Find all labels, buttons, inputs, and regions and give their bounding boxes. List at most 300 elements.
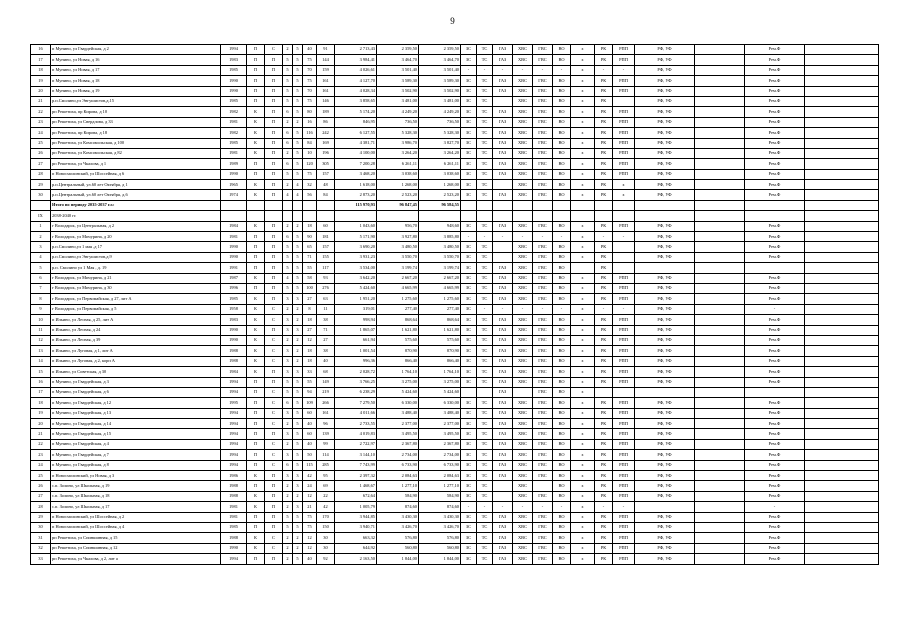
table-cell — [293, 211, 303, 221]
address-cell: рп Решетиха, ул Комсомольская, д 82 — [51, 148, 221, 158]
table-cell: Рем.Ф — [745, 450, 805, 460]
table-cell: ВО — [553, 429, 571, 439]
table-cell: ВО — [553, 543, 571, 553]
table-cell: ВО — [553, 346, 571, 356]
table-cell — [745, 211, 805, 221]
table-cell: 1974 — [221, 190, 247, 200]
table-row — [31, 419, 879, 429]
table-cell: 117 — [317, 263, 335, 273]
table-cell: РФ, УФ — [635, 190, 695, 200]
table-cell: 95 — [317, 471, 335, 481]
table-cell: ЗС — [461, 138, 477, 148]
table-cell: 1990 — [221, 76, 247, 86]
table-cell — [493, 96, 513, 106]
table-cell: РК — [595, 346, 613, 356]
table-cell: 1994 — [221, 429, 247, 439]
table-cell: 6 733,90 — [419, 460, 461, 470]
table-cell: РФ, УФ — [635, 232, 695, 242]
table-cell — [805, 263, 879, 273]
table-row — [31, 159, 879, 169]
table-cell — [695, 273, 745, 283]
table-cell: 42 — [317, 502, 335, 512]
table-cell: 55 — [303, 377, 317, 387]
table-cell: 277,40 — [377, 304, 419, 314]
table-cell: 276 — [317, 283, 335, 293]
table-cell — [805, 65, 879, 75]
table-cell: 4 665,99 — [419, 283, 461, 293]
table-cell: РК — [595, 138, 613, 148]
table-cell: ГАЗ — [493, 86, 513, 96]
table-cell: Рем.Ф — [745, 522, 805, 532]
table-cell — [805, 252, 879, 262]
table-cell: П — [265, 117, 283, 127]
table-cell: П — [265, 86, 283, 96]
table-cell — [695, 86, 745, 96]
table-cell: ГВС — [533, 45, 553, 55]
table-cell: РК — [595, 356, 613, 366]
table-cell: С — [265, 45, 283, 55]
table-row — [31, 96, 879, 106]
table-cell: х — [571, 117, 595, 127]
table-cell: П — [247, 522, 265, 532]
table-cell: ТС — [477, 294, 493, 304]
table-cell: РФ, УФ — [635, 325, 695, 335]
table-cell: РК — [595, 419, 613, 429]
table-cell: РФ, УФ — [635, 367, 695, 377]
table-cell: 2 359,50 — [377, 45, 419, 55]
table-cell: 319,01 — [335, 304, 377, 314]
table-cell: ТС — [477, 543, 493, 553]
table-cell: Рем.Ф — [745, 335, 805, 345]
table-cell: 3 501,40 — [419, 65, 461, 75]
table-cell: ГВС — [533, 96, 553, 106]
table-cell: ЗС — [461, 325, 477, 335]
table-cell: К — [247, 148, 265, 158]
table-cell: ЗС — [461, 294, 477, 304]
table-cell: П — [247, 263, 265, 273]
table-cell: С — [265, 304, 283, 314]
table-cell — [477, 200, 493, 210]
table-cell: ВО — [553, 460, 571, 470]
table-cell: П — [247, 45, 265, 55]
table-cell: 1990 — [221, 86, 247, 96]
table-cell: 2 — [293, 304, 303, 314]
table-cell: 2 — [283, 45, 293, 55]
table-cell: 60 — [317, 221, 335, 231]
table-cell: ГАЗ — [493, 387, 513, 397]
table-cell: ВО — [553, 169, 571, 179]
table-cell: ГВС — [533, 86, 553, 96]
table-row — [31, 283, 879, 293]
table-cell: ХВС — [513, 242, 533, 252]
table-cell: 672,64 — [335, 491, 377, 501]
table-cell: 144 — [317, 55, 335, 65]
table-cell: - — [613, 232, 635, 242]
table-cell: ВО — [553, 512, 571, 522]
table-cell — [805, 190, 879, 200]
table-cell: К — [247, 346, 265, 356]
table-cell — [805, 117, 879, 127]
table-cell: 4 249,20 — [419, 107, 461, 117]
table-cell: ХВС — [513, 252, 533, 262]
table-cell: 1 951,20 — [335, 294, 377, 304]
table-cell — [571, 211, 595, 221]
table-cell: 560,80 — [419, 543, 461, 553]
table-cell: ХВС — [513, 419, 533, 429]
address-cell: г Володарск, ул Мичурина, д 30 — [51, 283, 221, 293]
table-cell: ЗС — [461, 180, 477, 190]
table-cell: 3 — [283, 356, 293, 366]
table-row — [31, 387, 879, 397]
table-cell: ТС — [477, 86, 493, 96]
table-cell: 5 — [293, 65, 303, 75]
table-cell: ГВС — [533, 543, 553, 553]
table-cell — [695, 96, 745, 106]
table-row — [31, 491, 879, 501]
table-cell — [635, 263, 695, 273]
table-cell: 17 — [31, 387, 51, 397]
table-cell — [571, 263, 595, 273]
table-cell — [461, 200, 477, 210]
table-cell: ХВС — [513, 356, 533, 366]
table-cell: 27 — [31, 159, 51, 169]
table-cell: - — [477, 502, 493, 512]
table-cell: РПП — [613, 419, 635, 429]
table-cell: ХВС — [513, 86, 533, 96]
address-cell: г Володарск, ул Мичурина, д 20 — [51, 232, 221, 242]
table-cell: Рем.Ф — [745, 367, 805, 377]
address-cell: п Мунино, ул Новая, д 19 — [51, 86, 221, 96]
table-cell: ЗС — [461, 491, 477, 501]
table-cell: РПП — [613, 148, 635, 158]
table-cell: 2 377,00 — [377, 419, 419, 429]
table-cell: 1994 — [221, 45, 247, 55]
table-cell: 40 — [303, 419, 317, 429]
table-cell: ВО — [553, 128, 571, 138]
table-cell: 8 — [303, 304, 317, 314]
table-cell: 75 — [303, 512, 317, 522]
table-cell: П — [265, 180, 283, 190]
table-cell — [695, 512, 745, 522]
table-cell — [493, 180, 513, 190]
table-cell: 2 — [293, 346, 303, 356]
table-cell — [805, 221, 879, 231]
table-cell: К — [247, 107, 265, 117]
table-cell: ТС — [477, 283, 493, 293]
table-cell: ХВС — [513, 76, 533, 86]
table-cell: 50 — [303, 450, 317, 460]
table-cell: 58 — [303, 273, 317, 283]
table-cell: РПП — [613, 315, 635, 325]
table-cell: 70 — [303, 65, 317, 75]
table-cell: ЗС — [461, 367, 477, 377]
table-cell: 18 — [31, 65, 51, 75]
table-cell: 1 844,00 — [419, 554, 461, 564]
table-cell: 26 — [31, 148, 51, 158]
table-cell: - — [461, 65, 477, 75]
table-cell — [695, 294, 745, 304]
table-cell: 1981 — [221, 512, 247, 522]
table-cell: РПП — [613, 138, 635, 148]
table-row — [31, 138, 879, 148]
table-cell: х — [571, 232, 595, 242]
table-cell: 2 028,72 — [335, 367, 377, 377]
table-cell: 11 — [317, 304, 335, 314]
table-cell — [477, 211, 493, 221]
table-cell: П — [247, 450, 265, 460]
table-cell: Рем.Ф — [745, 398, 805, 408]
table-cell: 2 — [31, 232, 51, 242]
table-cell: ГВС — [533, 169, 553, 179]
table-row — [31, 273, 879, 283]
table-cell: 75 — [303, 96, 317, 106]
table-cell: РПП — [613, 325, 635, 335]
table-cell: 3 481,00 — [419, 96, 461, 106]
table-cell — [635, 387, 695, 397]
table-cell: х — [571, 335, 595, 345]
table-cell: 40 — [317, 356, 335, 366]
table-cell: РК — [595, 252, 613, 262]
table-cell: ВО — [553, 522, 571, 532]
table-cell: П — [265, 554, 283, 564]
table-cell: ЗС — [461, 45, 477, 55]
table-cell: 22 — [31, 439, 51, 449]
table-cell: ГВС — [533, 429, 553, 439]
table-cell: 2 377,00 — [419, 419, 461, 429]
table-cell: ГАЗ — [493, 533, 513, 543]
table-cell — [695, 315, 745, 325]
table-cell: х — [571, 356, 595, 366]
table-cell: 94 — [303, 387, 317, 397]
table-cell: 32 — [31, 543, 51, 553]
table-cell: РК — [595, 377, 613, 387]
table-cell: 24 — [31, 460, 51, 470]
table-cell — [805, 533, 879, 543]
table-cell: ХВС — [513, 315, 533, 325]
table-cell: ЗС — [461, 450, 477, 460]
table-cell: 55 — [303, 263, 317, 273]
table-cell: П — [265, 190, 283, 200]
table-cell: ГВС — [533, 190, 553, 200]
table-cell: 18 — [303, 356, 317, 366]
table-cell: ТС — [477, 450, 493, 460]
address-cell: с.п. Золино, ул Школьная, д 19 — [51, 481, 221, 491]
table-cell — [805, 325, 879, 335]
table-cell: 2 — [293, 491, 303, 501]
table-row — [31, 232, 879, 242]
table-cell: х — [571, 543, 595, 553]
table-cell: 584,90 — [377, 491, 419, 501]
table-cell: П — [265, 294, 283, 304]
table-cell: 3 — [293, 294, 303, 304]
table-cell — [805, 367, 879, 377]
address-cell: п Мунино, ул Гвардейская, д 7 — [51, 450, 221, 460]
table-cell: х — [571, 138, 595, 148]
table-cell — [493, 252, 513, 262]
table-cell — [221, 211, 247, 221]
table-cell — [571, 200, 595, 210]
table-cell: РФ, УФ — [635, 221, 695, 231]
table-cell: 3 — [283, 450, 293, 460]
table-cell: 9 — [31, 304, 51, 314]
table-cell: 75 — [303, 169, 317, 179]
table-cell: 2 — [293, 117, 303, 127]
table-cell: 1988 — [221, 481, 247, 491]
table-row — [31, 450, 879, 460]
table-cell: РК — [595, 491, 613, 501]
table-cell: 12 — [303, 543, 317, 553]
table-cell — [695, 367, 745, 377]
table-cell: 874,60 — [377, 502, 419, 512]
table-cell: 1988 — [221, 346, 247, 356]
table-cell — [595, 387, 613, 397]
table-cell: 25 — [31, 138, 51, 148]
table-cell: П — [247, 65, 265, 75]
table-cell: 120 — [303, 159, 317, 169]
table-cell: ГВС — [533, 554, 553, 564]
table-cell: ГАЗ — [493, 283, 513, 293]
table-cell: ГАЗ — [493, 554, 513, 564]
table-cell: 6 330,00 — [419, 398, 461, 408]
table-cell: ГВС — [533, 387, 553, 397]
address-cell: рп Решетиха, пр Кирова, д 10 — [51, 107, 221, 117]
table-cell: ГАЗ — [493, 439, 513, 449]
table-cell: 1958 — [221, 304, 247, 314]
table-cell: - — [493, 65, 513, 75]
table-cell: 5 328,30 — [419, 128, 461, 138]
table-cell: П — [247, 387, 265, 397]
table-cell: ТС — [477, 148, 493, 158]
table-cell: 63 — [317, 294, 335, 304]
table-cell — [745, 387, 805, 397]
table-cell — [695, 169, 745, 179]
table-cell: 2 — [293, 543, 303, 553]
table-cell: 5 — [283, 512, 293, 522]
table-cell — [805, 554, 879, 564]
table-cell: К — [247, 335, 265, 345]
table-cell — [303, 211, 317, 221]
table-cell: 26 — [31, 481, 51, 491]
table-cell: РПП — [613, 522, 635, 532]
table-cell — [613, 211, 635, 221]
table-cell: 4 028,34 — [335, 86, 377, 96]
table-cell: 10 — [31, 315, 51, 325]
table-cell: х — [571, 522, 595, 532]
table-cell: 5 — [293, 522, 303, 532]
table-cell: 196 — [317, 148, 335, 158]
table-cell: 48 — [317, 180, 335, 190]
table-cell: 115 970,93 — [335, 200, 377, 210]
table-cell: РПП — [613, 221, 635, 231]
table-cell: 3 — [293, 481, 303, 491]
table-row — [31, 180, 879, 190]
table-cell: РПП — [613, 460, 635, 470]
table-cell: 1 865,07 — [335, 325, 377, 335]
table-cell: ЗС — [461, 55, 477, 65]
table-cell: 1994 — [221, 450, 247, 460]
table-cell: ХВС — [513, 439, 533, 449]
table-cell: К — [247, 356, 265, 366]
table-cell: 3 464,70 — [377, 55, 419, 65]
table-cell: 6 — [283, 128, 293, 138]
table-cell: х — [571, 221, 595, 231]
table-cell: 33 — [31, 554, 51, 564]
table-cell: ВО — [553, 252, 571, 262]
table-cell: 6 — [283, 107, 293, 117]
table-cell: 6 261,11 — [377, 159, 419, 169]
table-cell: ГАЗ — [493, 408, 513, 418]
table-cell — [805, 128, 879, 138]
table-cell — [805, 522, 879, 532]
table-cell: 27 — [303, 325, 317, 335]
table-cell: 3 986,70 — [377, 138, 419, 148]
table-cell: 3 199,74 — [419, 263, 461, 273]
table-cell: 91 — [317, 45, 335, 55]
table-cell: - — [595, 502, 613, 512]
table-cell: РПП — [613, 117, 635, 127]
table-cell: ГВС — [533, 346, 553, 356]
address-cell: рп Решетиха, ул Чкалова, д 1 — [51, 159, 221, 169]
table-cell — [595, 211, 613, 221]
address-cell: с.п. Золино, ул Школьная, д 17 — [51, 502, 221, 512]
table-cell: П — [247, 252, 265, 262]
table-cell: ВО — [553, 107, 571, 117]
table-cell: 5 — [283, 65, 293, 75]
table-cell: ВО — [553, 138, 571, 148]
table-cell: 30 — [317, 543, 335, 553]
table-cell: РПП — [613, 543, 635, 553]
address-cell: п Ильино, ул Луговая, д 1, лит А — [51, 346, 221, 356]
table-cell: РФ, УФ — [635, 450, 695, 460]
table-cell: РПП — [613, 45, 635, 55]
table-cell: Рем.Ф — [745, 55, 805, 65]
table-cell: РК — [595, 107, 613, 117]
table-cell: ГАЗ — [493, 543, 513, 553]
table-cell: ТС — [477, 471, 493, 481]
table-row — [31, 190, 879, 200]
table-cell: 3 488,40 — [419, 408, 461, 418]
address-cell: п Мунино, ул Новая, д 16 — [51, 55, 221, 65]
table-cell: Рем.Ф — [745, 138, 805, 148]
table-cell: 5 — [293, 45, 303, 55]
table-cell: - — [461, 232, 477, 242]
table-cell: 18 — [303, 346, 317, 356]
table-cell: К — [247, 315, 265, 325]
table-cell: ГАЗ — [493, 138, 513, 148]
table-cell: 1994 — [221, 419, 247, 429]
table-cell: ЗС — [461, 460, 477, 470]
table-cell: ВО — [553, 439, 571, 449]
table-cell: ХВС — [513, 180, 533, 190]
table-cell: х — [571, 107, 595, 117]
table-cell — [695, 346, 745, 356]
table-cell: РПП — [613, 450, 635, 460]
table-row — [31, 304, 879, 314]
table-cell: 80 — [303, 107, 317, 117]
table-cell: 1981 — [221, 502, 247, 512]
table-cell: ЗС — [461, 315, 477, 325]
table-cell: 3 038,60 — [377, 169, 419, 179]
table-cell: П — [265, 169, 283, 179]
table-cell — [805, 55, 879, 65]
table-cell — [695, 180, 745, 190]
table-cell: ХВС — [513, 481, 533, 491]
table-cell: Рем.Ф — [745, 471, 805, 481]
table-cell: 3 — [283, 429, 293, 439]
table-cell: К — [247, 491, 265, 501]
table-cell: ХВС — [513, 283, 533, 293]
table-row — [31, 367, 879, 377]
